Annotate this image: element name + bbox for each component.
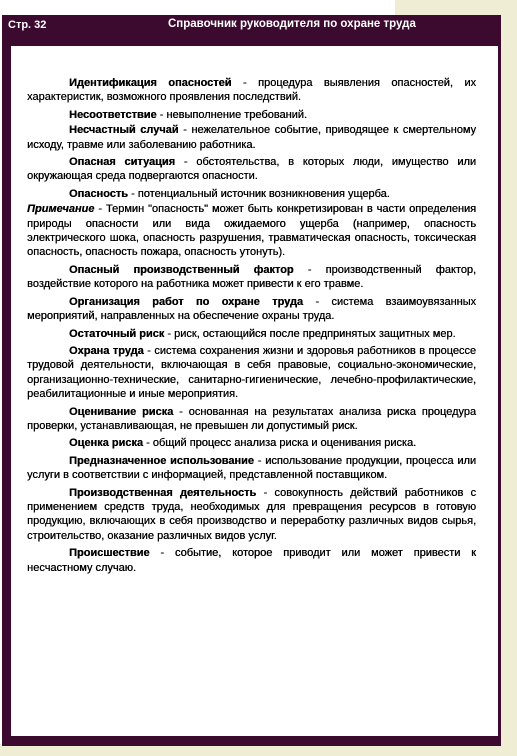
definition-item <box>27 546 476 575</box>
definition-term: Опасная ситуация <box>69 156 175 169</box>
definition-term: Предназначенное использование <box>69 454 254 467</box>
definition-item <box>27 344 476 402</box>
page-header <box>2 15 501 35</box>
definition-term: Несчастный случай <box>69 124 179 137</box>
page-title: Справочник руководителя по охране труда <box>168 18 416 30</box>
definition-item <box>27 436 476 450</box>
definition-term: Оценка риска <box>69 437 143 450</box>
definition-term: Опасность <box>69 187 128 200</box>
definition-item <box>27 108 476 122</box>
definition-text: - потенциальный источник возникновения ущерба. <box>127 187 390 200</box>
definition-term: Несоответствие <box>69 108 157 121</box>
definition-term: Организация работ по охране труда <box>69 295 303 308</box>
definition-text: - нежелательное событие, приводящее к смертельному исходу, травме или заболеванию работника. <box>27 124 476 151</box>
definition-text: - система сохранения жизни и здоровья работников в процессе трудовой деятельности, включающая в себя правовые, социально-экономические, организационно-технические, санитарно-гигиенические, лечебно-профилактические, реабилитационные и иные мероприятия. <box>27 344 477 401</box>
definition-item <box>27 187 476 201</box>
page-frame <box>2 15 501 746</box>
definition-term: Производственная деятельность <box>69 486 257 499</box>
definition-term: Опасный производственный фактор <box>69 263 294 276</box>
definition-term: Остаточный риск <box>69 327 165 340</box>
page-number: Стр. 32 <box>8 19 47 31</box>
definition-term: Происшествие <box>69 547 150 560</box>
definition-item <box>27 76 476 105</box>
definition-text: - невыполнение требований. <box>156 108 307 121</box>
definition-text: - совокупность действий работников с применением средств труда, необходимых для превращения ресурсов в готовую продукцию, включающих в себя производство и переработку различных видов сырья, строительство, оказание различных видов услуг. <box>27 486 476 542</box>
note-item <box>27 202 476 260</box>
definition-text: - использование продукции, процесса или услуги в соответствии с информацией, представленной поставщиком. <box>27 454 476 482</box>
definition-text: - процедура выявления опасностей, их характеристик, возможного проявления последствий. <box>27 77 476 104</box>
definition-term: Оценивание риска <box>69 405 174 418</box>
document-body <box>11 46 498 736</box>
definition-text: - событие, которое приводит или может привести к несчастному случаю. <box>27 547 476 574</box>
definition-term: Идентификация опасностей <box>69 77 232 89</box>
definition-item <box>27 405 476 434</box>
definition-text: - риск, остающийся после предпринятых защитных мер. <box>164 327 456 340</box>
definition-text: - общий процесс анализа риска и оценивания риска. <box>142 437 417 450</box>
definition-item <box>27 295 476 324</box>
note-term: Примечание <box>27 203 95 216</box>
definition-item <box>27 155 476 184</box>
definition-term: Охрана труда <box>69 344 144 357</box>
definition-item <box>27 454 476 483</box>
definition-item <box>27 263 476 292</box>
definition-item <box>27 327 476 341</box>
definition-text: - система взаимоувязанных мероприятий, направленных на обеспечение охраны труда. <box>27 295 476 323</box>
definition-text: - основанная на результатах анализа риска процедура проверки, устанавливающая, не превышен ли допустимый риск. <box>27 405 476 432</box>
definition-text: - производственный фактор, воздействие которого на работника может привести к его травме. <box>27 263 476 291</box>
definition-item <box>27 123 476 152</box>
note-text: - Термин "опасность" может быть конкретизирован в части определения природы опасности или вида ожидаемого ущерба (например, опасность электрического шока, опасность разрушения, травматическая опасность, токсическая опасность, опасность пожара, опасность утонуть). <box>27 203 476 259</box>
definition-text: - обстоятельства, в которых люди, имущество или окружающая среда подвергаются опасности. <box>27 156 476 183</box>
definition-item <box>27 486 476 544</box>
